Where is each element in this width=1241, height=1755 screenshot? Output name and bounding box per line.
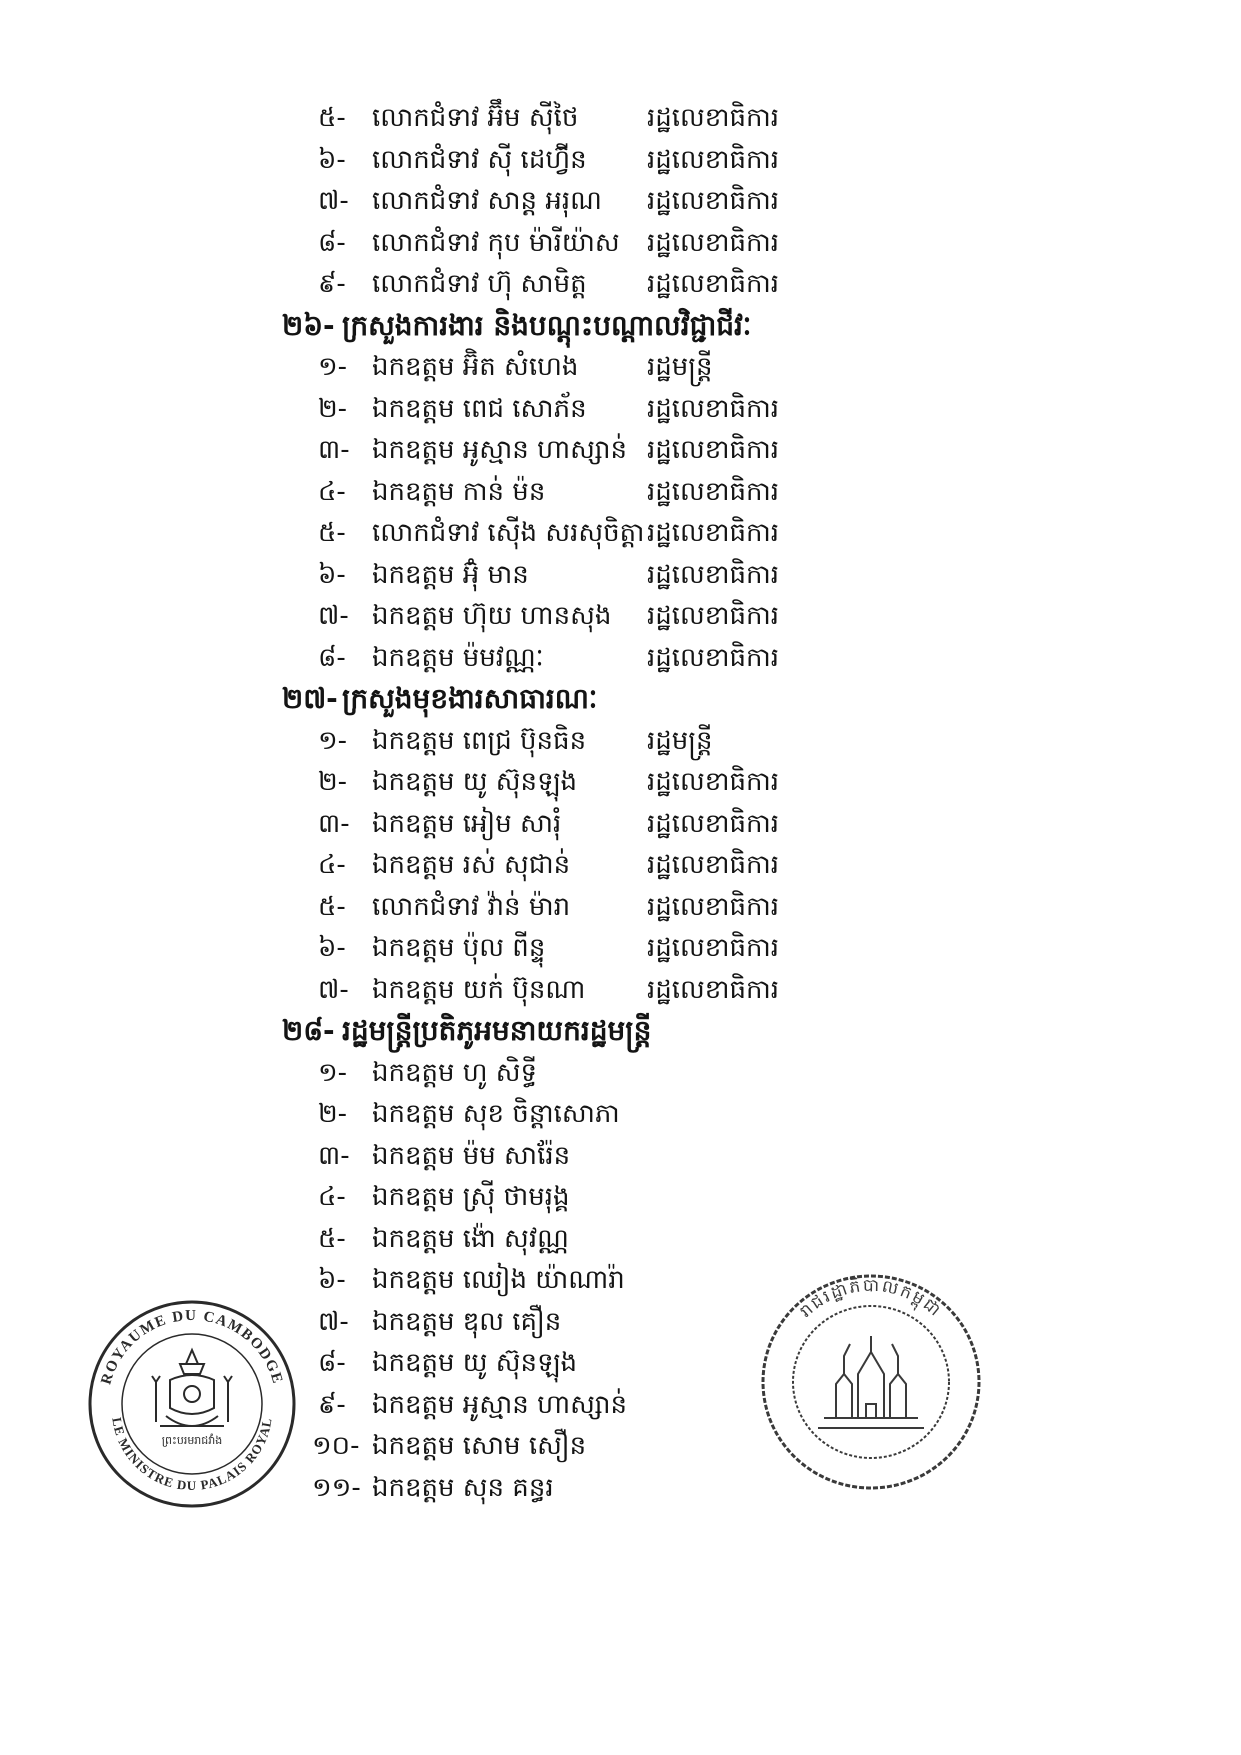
seal-inner-text: ព្រះបរមរាជវាំង — [161, 1434, 223, 1447]
item-number: ៨- — [318, 1348, 346, 1378]
item-number: ២- — [318, 767, 348, 797]
list-item — [0, 970, 1241, 1010]
person-name: ឯកឧត្តម កាន់ ម៉ន — [372, 476, 546, 507]
item-number: ៥- — [318, 891, 346, 922]
svg-text:រាជរដ្ឋាភិបាលកម្ពុជា — [796, 1274, 946, 1321]
list-item — [0, 845, 1241, 885]
position-title: រដ្ឋលេខាធិការ — [647, 767, 780, 797]
position-title: រដ្ឋលេខាធិការ — [647, 891, 780, 922]
list-item — [0, 762, 1241, 802]
person-name: ឯកឧត្តម ម៉មវណ្ណៈ — [372, 642, 544, 673]
person-name: លោកជំទាវ កុប ម៉ារីយ៉ាស — [372, 227, 620, 258]
section-number: ២៧- — [282, 682, 338, 715]
position-title: រដ្ឋលេខាធិការ — [647, 559, 780, 590]
item-number: ៦- — [318, 1265, 346, 1295]
person-name: ឯកឧត្តម ពេជ សោភ័ន — [372, 393, 587, 424]
position-title: រដ្ឋលេខាធិការ — [647, 476, 780, 507]
position-title: រដ្ឋលេខាធិការ — [647, 144, 780, 175]
item-number: ៣- — [318, 435, 350, 465]
person-name: ឯកឧត្តម យូ ស៊ុនឡុង — [372, 767, 578, 797]
position-title: រដ្ឋលេខាធិការ — [647, 808, 780, 839]
section-title: ក្រសួងមុខងារសាធារណៈ — [342, 682, 598, 715]
list-item — [0, 1094, 1241, 1134]
list-item — [0, 555, 1241, 595]
item-number: ៤- — [318, 1182, 346, 1212]
item-number: ៧- — [318, 601, 349, 631]
position-title: រដ្ឋលេខាធិការ — [647, 933, 780, 963]
list-item — [0, 389, 1241, 429]
section-heading — [0, 306, 1241, 346]
person-name: ឯកឧត្តម យក់ ប៊ុនណា — [372, 974, 586, 1005]
list-item — [0, 1053, 1241, 1093]
ministry-seal-ring-text: រាជរដ្ឋាភិបាលកម្ពុជា — [796, 1275, 946, 1322]
angkor-wat-icon — [818, 1336, 924, 1428]
item-number: ៦- — [318, 559, 346, 590]
position-title: រដ្ឋមន្ត្រី — [647, 725, 713, 756]
list-item — [0, 1177, 1241, 1217]
position-title: រដ្ឋលេខាធិការ — [647, 850, 780, 880]
list-item — [0, 140, 1241, 180]
position-title: រដ្ឋលេខាធិការ — [647, 642, 780, 673]
list-item — [0, 181, 1241, 221]
list-item — [0, 264, 1241, 304]
position-title: រដ្ឋលេខាធិការ — [647, 186, 780, 216]
item-number: ៨- — [318, 642, 346, 673]
person-name: ឯកឧត្តម ង៉ោ សុវណ្ណ — [372, 1223, 569, 1254]
list-item — [0, 430, 1241, 470]
list-item — [0, 1219, 1241, 1259]
person-name: ឯកឧត្តម សោម សឿន — [372, 1431, 587, 1461]
position-title: រដ្ឋលេខាធិការ — [647, 435, 780, 465]
royal-palace-seal-icon — [86, 1298, 298, 1510]
position-title: រដ្ឋលេខាធិការ — [647, 974, 780, 1005]
position-title: រដ្ឋលេខាធិការ — [647, 103, 780, 133]
person-name: ឯកឧត្តម ស្រ៊ី ថាមរុង្គ — [372, 1182, 570, 1212]
item-number: ៥- — [318, 518, 346, 548]
ministry-seal — [758, 1270, 984, 1494]
person-name: ឯកឧត្តម អូស្មាន ហាស្សាន់ — [372, 435, 627, 465]
person-name: ឯកឧត្តម អូស្មាន ហាស្សាន់ — [372, 1389, 627, 1420]
item-number: ៦- — [318, 933, 346, 963]
item-number: ៧- — [318, 186, 349, 216]
list-item — [0, 887, 1241, 927]
item-number: ២- — [318, 393, 348, 424]
person-name: ឯកឧត្តម ម៉ម សារ៉ែន — [372, 1140, 571, 1171]
person-name: ឯកឧត្តម អ៊ុំ មាន — [372, 559, 529, 590]
item-number: ៣- — [318, 1140, 350, 1171]
list-item — [0, 638, 1241, 678]
list-item — [0, 223, 1241, 263]
item-number: ២- — [318, 1099, 348, 1129]
item-number: ៦- — [318, 144, 346, 175]
person-name: ឯកឧត្តម អៀម សារុំ — [372, 808, 562, 839]
person-name: លោកជំទាវ សាន្ត អរុណ — [372, 186, 602, 216]
person-name: លោកជំទាវ ស៊ើង សរសុចិត្តា — [372, 518, 645, 548]
svg-text:LE MINISTRE DU PALAIS ROYAL — [109, 1416, 274, 1493]
item-number: ១- — [318, 1057, 348, 1088]
list-item — [0, 721, 1241, 761]
person-name: ឯកឧត្តម សុន គន្ធរ — [372, 1472, 554, 1503]
list-item — [0, 1136, 1241, 1176]
list-item — [0, 1260, 1241, 1300]
item-number: ៥- — [318, 103, 346, 133]
section-heading — [0, 1011, 1241, 1051]
position-title: រដ្ឋលេខាធិការ — [647, 269, 780, 299]
section-title: ក្រសួងការងារ និងបណ្តុះបណ្តាលវិជ្ជាជីវៈ — [342, 308, 752, 342]
section-number: ២៦- — [282, 308, 335, 342]
person-name: លោកជំទាវ ស៊ី ដេហ៊្វីន — [372, 144, 587, 175]
item-number: ១១- — [312, 1472, 361, 1503]
section-heading — [0, 679, 1241, 719]
item-number: ៧- — [318, 974, 349, 1005]
list-item — [0, 472, 1241, 512]
person-name: ឯកឧត្តម រស់ សុជាន់ — [372, 850, 571, 880]
position-title: រដ្ឋលេខាធិការ — [647, 518, 780, 548]
item-number: ៣- — [318, 808, 350, 839]
person-name: ឯកឧត្តម ប៉ុល ពីន្ទុ — [372, 933, 546, 963]
list-item — [0, 347, 1241, 387]
person-name: ឯកឧត្តម សុខ ចិន្តាសោភា — [372, 1099, 620, 1129]
item-number: ៥- — [318, 1223, 346, 1254]
position-title: រដ្ឋលេខាធិការ — [647, 393, 780, 424]
list-item — [0, 98, 1241, 138]
item-number: ១- — [318, 352, 348, 382]
section-number: ២៨- — [282, 1014, 335, 1047]
list-item — [0, 928, 1241, 968]
royal-palace-seal — [86, 1298, 298, 1510]
list-item — [0, 513, 1241, 553]
seal-top-text: ROYAUME DU CAMBODGE — [98, 1307, 286, 1387]
person-name: ឯកឧត្តម ឈៀង យ៉ាណារ៉ា — [372, 1265, 625, 1295]
person-name: ឯកឧត្តម ហ៊ុយ ហានសុង — [372, 601, 612, 631]
person-name: ឯកឧត្តម ឌុល គឿន — [372, 1306, 562, 1337]
item-number: ៤- — [318, 850, 346, 880]
item-number: ១- — [318, 725, 348, 756]
person-name: លោកជំទាវ ហ៊ុ សាមិត្ត — [372, 269, 587, 299]
person-name: ឯកឧត្តម ហូ សិទ្ធី — [372, 1057, 538, 1088]
position-title: រដ្ឋលេខាធិការ — [647, 227, 780, 258]
position-title: រដ្ឋមន្ត្រី — [647, 352, 713, 382]
seal-bottom-text: LE MINISTRE DU PALAIS ROYAL — [109, 1416, 275, 1494]
item-number: ១០- — [312, 1431, 360, 1461]
item-number: ៩- — [318, 1389, 346, 1420]
section-title: រដ្ឋមន្ត្រីប្រតិភូអមនាយករដ្ឋមន្ត្រី — [342, 1014, 652, 1047]
royal-crest-icon — [152, 1350, 232, 1426]
person-name: ឯកឧត្តម ពេជ្រ ប៊ុនធិន — [372, 725, 587, 756]
list-item — [0, 804, 1241, 844]
position-title: រដ្ឋលេខាធិការ — [647, 601, 780, 631]
person-name: ឯកឧត្តម អ៊ិត សំហេង — [372, 352, 579, 382]
ministry-seal-icon — [758, 1270, 984, 1494]
item-number: ៤- — [318, 476, 346, 507]
person-name: លោកជំទាវ អ៊ឹម ស៊ីថៃ — [372, 103, 579, 133]
item-number: ៨- — [318, 227, 346, 258]
list-item — [0, 596, 1241, 636]
person-name: លោកជំទាវ វ៉ាន់ ម៉ារា — [372, 891, 571, 922]
person-name: ឯកឧត្តម យូ ស៊ុនឡុង — [372, 1348, 578, 1378]
item-number: ៧- — [318, 1306, 349, 1337]
item-number: ៩- — [318, 269, 346, 299]
